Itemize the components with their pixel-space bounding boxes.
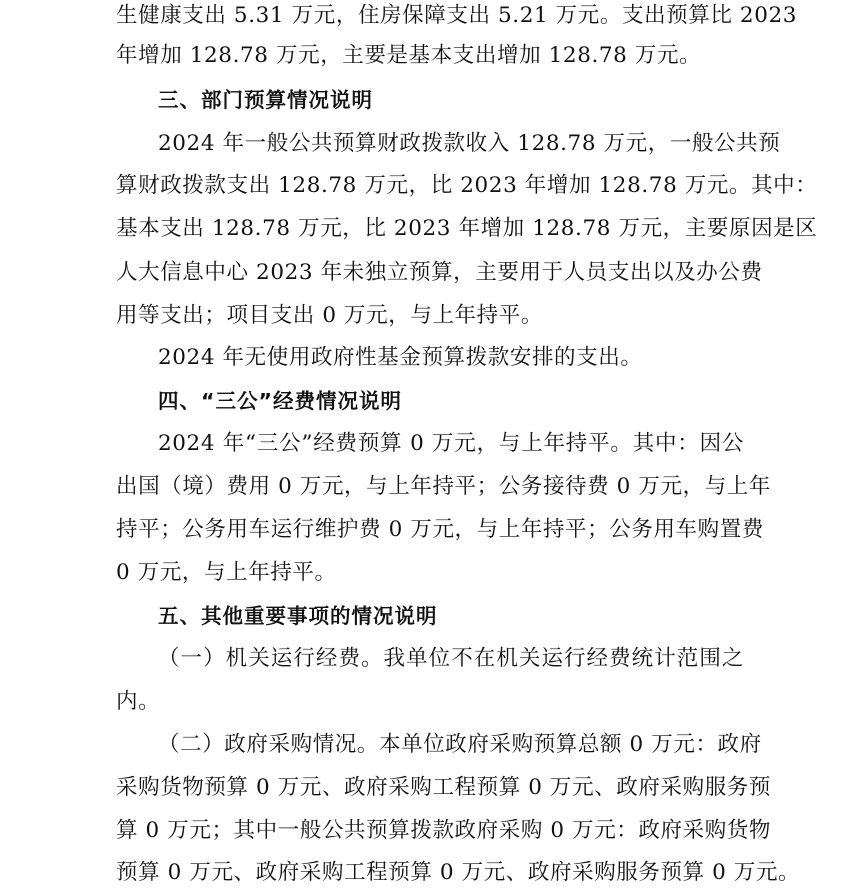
body-text-line: 2024 年无使用政府性基金预算拨款安排的支出。 (158, 345, 643, 370)
body-text-line: 内。 (116, 689, 161, 714)
body-text-line: 算 0 万元；其中一般公共预算拨款政府采购 0 万元：政府采购货物 (116, 818, 771, 843)
section-heading-5: 五、其他重要事项的情况说明 (158, 604, 438, 628)
body-text-line: 人大信息中心 2023 年未独立预算，主要用于人员支出以及办公费 (116, 260, 763, 285)
body-text-line: 生健康支出 5.31 万元，住房保障支出 5.21 万元。支出预算比 2023 (116, 3, 798, 28)
body-text-line: 出国（境）费用 0 万元，与上年持平；公务接待费 0 万元，与上年 (116, 474, 771, 499)
body-text-line: 2024 年一般公共预算财政拨款收入 128.78 万元，一般公共预 (158, 131, 781, 156)
section-heading-4: 四、“三公”经费情况说明 (158, 389, 402, 413)
body-text-line: 持平；公务用车运行维护费 0 万元，与上年持平；公务用车购置费 (116, 517, 764, 542)
body-text-line: 采购货物预算 0 万元、政府采购工程预算 0 万元、政府采购服务预 (116, 775, 771, 800)
body-text-line: 算财政拨款支出 128.78 万元，比 2023 年增加 128.78 万元。其中： (116, 173, 818, 198)
body-text-line: 2024 年“三公”经费预算 0 万元，与上年持平。其中：因公 (158, 431, 744, 456)
body-text-line: 用等支出；项目支出 0 万元，与上年持平。 (116, 303, 543, 328)
body-text-line: 预算 0 万元、政府采购工程预算 0 万元、政府采购服务预算 0 万元。 (116, 860, 801, 885)
body-text-line: 0 万元，与上年持平。 (116, 560, 337, 585)
body-text-line: （二）政府采购情况。本单位政府采购预算总额 0 万元：政府 (158, 732, 762, 757)
body-text-line: 年增加 128.78 万元，主要是基本支出增加 128.78 万元。 (116, 43, 702, 68)
body-text-line: 基本支出 128.78 万元，比 2023 年增加 128.78 万元，主要原因是区 (116, 216, 818, 241)
body-text-line: （一）机关运行经费。我单位不在机关运行经费统计范围之 (158, 646, 744, 671)
section-heading-3: 三、部门预算情况说明 (158, 88, 373, 112)
